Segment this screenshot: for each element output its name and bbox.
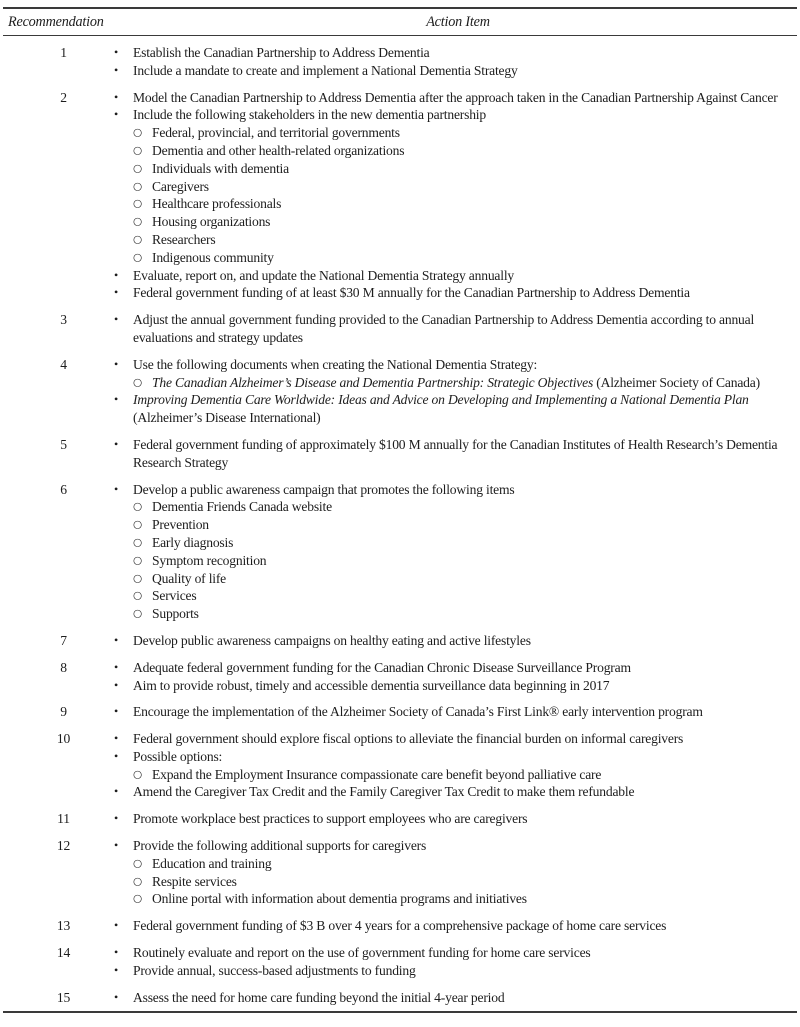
action-item [114,284,795,302]
table-row [3,837,797,908]
column-header-action-item: Action Item [426,14,490,30]
action-item [114,730,795,748]
action-items [114,989,797,1007]
recommendation-number: 12 [56,838,71,854]
action-item [114,703,795,721]
table-row [3,703,797,721]
bullet-icon: • [114,748,119,763]
action-sub-item [114,570,795,588]
recommendation-number: 5 [60,436,67,452]
action-item-text: Establish the Canadian Partnership to Address Dementia [133,45,430,60]
circle-bullet-icon: ○ [133,180,142,193]
action-item-text: Federal government funding of $3 B over 4 years for a comprehensive package of home care services [133,918,667,934]
action-item [114,62,795,80]
bullet-icon: • [114,989,119,1004]
circle-bullet-icon: ○ [133,126,142,139]
bullet-icon: • [114,962,119,977]
action-item [114,106,795,124]
action-items [114,44,797,80]
action-item-text: Supports [152,606,199,622]
circle-bullet-icon: ○ [133,892,142,905]
action-item-text: Adequate federal government funding for the Canadian Chronic Disease Surveillance Program [133,659,631,675]
action-item [114,677,795,695]
action-item [114,311,795,347]
bullet-icon: • [114,392,119,407]
action-sub-item [114,142,795,160]
circle-bullet-icon: ○ [133,572,142,585]
action-items [114,944,797,980]
circle-bullet-icon: ○ [133,857,142,870]
action-item [114,391,795,427]
bullet-icon: • [114,62,119,77]
action-item-text: Symptom recognition [152,552,267,568]
action-item-text: Early diagnosis [152,534,234,550]
action-sub-item [114,552,795,570]
action-items [114,659,797,695]
action-item-text: Include the following stakeholders in the new dementia partnership [133,107,486,123]
action-item-text: Researchers [152,231,216,247]
action-item-text: Federal government funding of approximately $100 M annually for the Canadian Institutes of Health Research’s Dementia Research Strategy [133,436,778,470]
action-items [114,311,797,347]
action-item [114,783,795,801]
action-sub-item [114,374,795,392]
bullet-icon: • [114,356,119,371]
circle-bullet-icon: ○ [133,554,142,567]
recommendation-number: 11 [57,811,70,827]
circle-bullet-icon: ○ [133,536,142,549]
recommendation-number: 9 [60,704,67,720]
bullet-icon: • [114,811,119,826]
action-item-text: Quality of life [152,570,227,586]
action-sub-item [114,855,795,873]
table-row [3,730,797,801]
recommendation-number: 2 [60,89,67,105]
action-item-text: Develop public awareness campaigns on healthy eating and active lifestyles [133,632,531,648]
action-sub-item [114,178,795,196]
bullet-icon: • [114,312,119,327]
table-row [3,944,797,980]
table-row [3,356,797,427]
action-sub-item [114,195,795,213]
recommendation-number: 6 [60,481,67,497]
action-item-text: Online portal with information about dementia programs and initiatives [152,891,527,907]
action-sub-item [114,605,795,623]
action-sub-item [114,534,795,552]
action-item [114,89,795,107]
recommendation-number: 3 [60,312,67,328]
action-item-text: Use the following documents when creating the National Dementia Strategy: [133,356,538,372]
circle-bullet-icon: ○ [133,144,142,157]
action-item-text: Assess the need for home care funding beyond the initial 4-year period [133,989,505,1005]
bullet-icon: • [114,918,119,933]
action-sub-item [114,766,795,784]
action-item-text: Routinely evaluate and report on the use of government funding for home care services [133,945,591,961]
action-sub-item [114,587,795,605]
action-item-text: Possible options: [133,748,223,764]
recommendation-number: 14 [56,945,71,961]
bullet-icon: • [114,677,119,692]
action-item [114,356,795,374]
action-items [114,917,797,935]
table-row [3,917,797,935]
action-item-text: Amend the Caregiver Tax Credit and the Family Caregiver Tax Credit to make them refundable [133,784,635,800]
action-item-text: The Canadian Alzheimer’s Disease and Dementia Partnership: Strategic Objectives (Alzheimer Society of Canada) [152,374,760,390]
table-row [3,989,797,1007]
table-row [3,44,797,80]
action-item-text: Model the Canadian Partnership to Address Dementia after the approach taken in the Canadian Partnership Against Cancer [133,89,778,105]
action-item-text: Prevention [152,517,209,533]
action-item [114,989,795,1007]
action-item-text: Healthcare professionals [152,196,282,212]
recommendations-table [3,7,797,1013]
action-sub-item [114,231,795,249]
action-items [114,810,797,828]
action-item-text: Evaluate, report on, and update the National Dementia Strategy annually [133,267,515,283]
action-items [114,837,797,908]
table-row [3,659,797,695]
circle-bullet-icon: ○ [133,607,142,620]
action-item-text: Federal government funding of at least $30 M annually for the Canadian Partnership to Address Dementia [133,285,690,301]
recommendation-number: 7 [60,632,67,648]
action-sub-item [114,124,795,142]
action-sub-item [114,890,795,908]
action-item [114,44,795,62]
action-item [114,267,795,285]
action-item [114,481,795,499]
action-item-text: Provide annual, success-based adjustments to funding [133,962,416,978]
action-item-text: Improving Dementia Care Worldwide: Ideas and Advice on Developing and Implementing a National Dementia Plan (Alzheimer’s Disease International) [133,392,749,426]
action-item-text: Federal government should explore fiscal options to alleviate the financial burden on informal caregivers [133,731,684,747]
action-item-text: Indigenous community [152,249,274,265]
bullet-icon: • [114,45,119,59]
action-item [114,810,795,828]
bullet-icon: • [114,838,119,853]
action-sub-item [114,498,795,516]
column-header-recommendation: Recommendation [8,14,104,30]
circle-bullet-icon: ○ [133,376,142,389]
action-item-text: Promote workplace best practices to support employees who are caregivers [133,811,528,827]
circle-bullet-icon: ○ [133,233,142,246]
circle-bullet-icon: ○ [133,162,142,175]
table-row [3,481,797,623]
bullet-icon: • [114,436,119,451]
action-item-text: Dementia Friends Canada website [152,499,332,515]
circle-bullet-icon: ○ [133,518,142,531]
action-item-text: Education and training [152,855,272,871]
recommendation-number: 4 [60,356,67,372]
table-row [3,436,797,472]
action-item-text: Federal, provincial, and territorial governments [152,125,400,141]
bullet-icon: • [114,784,119,799]
table-header-row [3,9,797,36]
table-row [3,89,797,303]
table-row [3,810,797,828]
action-item-text: Adjust the annual government funding provided to the Canadian Partnership to Address Dementia according to annual evaluations and strategy updates [133,312,755,345]
action-item [114,962,795,980]
bullet-icon: • [114,731,119,746]
action-item-text: Aim to provide robust, timely and accessible dementia surveillance data beginning in 2017 [133,677,610,693]
recommendation-number: 13 [56,918,71,934]
action-item [114,632,795,650]
action-item-text: Services [152,588,197,604]
action-sub-item [114,249,795,267]
action-item-text: Dementia and other health-related organizations [152,142,405,158]
circle-bullet-icon: ○ [133,589,142,602]
circle-bullet-icon: ○ [133,875,142,888]
action-item [114,748,795,766]
circle-bullet-icon: ○ [133,197,142,210]
recommendation-number: 15 [56,989,71,1005]
action-item-text: Encourage the implementation of the Alzheimer Society of Canada’s First Link® early intervention program [133,704,703,720]
action-item-text: Respite services [152,873,237,889]
action-item-text: Caregivers [152,178,209,194]
bullet-icon: • [114,704,119,719]
bullet-icon: • [114,285,119,300]
circle-bullet-icon: ○ [133,251,142,264]
bullet-icon: • [114,659,119,674]
table-body [3,36,797,1013]
recommendation-number: 1 [60,45,67,60]
action-item-text: Include a mandate to create and implement a National Dementia Strategy [133,62,518,78]
bullet-icon: • [114,107,119,122]
table-row [3,632,797,650]
bullet-icon: • [114,267,119,282]
bullet-icon: • [114,481,119,496]
action-item-text: Provide the following additional supports for caregivers [133,838,427,854]
circle-bullet-icon: ○ [133,768,142,781]
action-items [114,632,797,650]
circle-bullet-icon: ○ [133,500,142,513]
recommendation-number: 10 [56,731,71,747]
action-items [114,481,797,623]
action-item [114,944,795,962]
action-item [114,436,795,472]
action-sub-item [114,160,795,178]
bullet-icon: • [114,89,119,104]
action-items [114,356,797,427]
action-item-text: Housing organizations [152,214,271,230]
recommendation-number: 8 [60,659,67,675]
bullet-icon: • [114,632,119,647]
action-items [114,703,797,721]
table-row [3,311,797,347]
action-sub-item [114,213,795,231]
action-item [114,837,795,855]
bullet-icon: • [114,945,119,960]
action-item [114,659,795,677]
action-item-text: Develop a public awareness campaign that promotes the following items [133,481,515,497]
circle-bullet-icon: ○ [133,215,142,228]
action-items [114,89,797,303]
action-sub-item [114,516,795,534]
action-item-text: Individuals with dementia [152,160,289,176]
action-sub-item [114,873,795,891]
action-items [114,730,797,801]
action-items [114,436,797,472]
action-item-text: Expand the Employment Insurance compassionate care benefit beyond palliative care [152,766,602,782]
action-item [114,917,795,935]
